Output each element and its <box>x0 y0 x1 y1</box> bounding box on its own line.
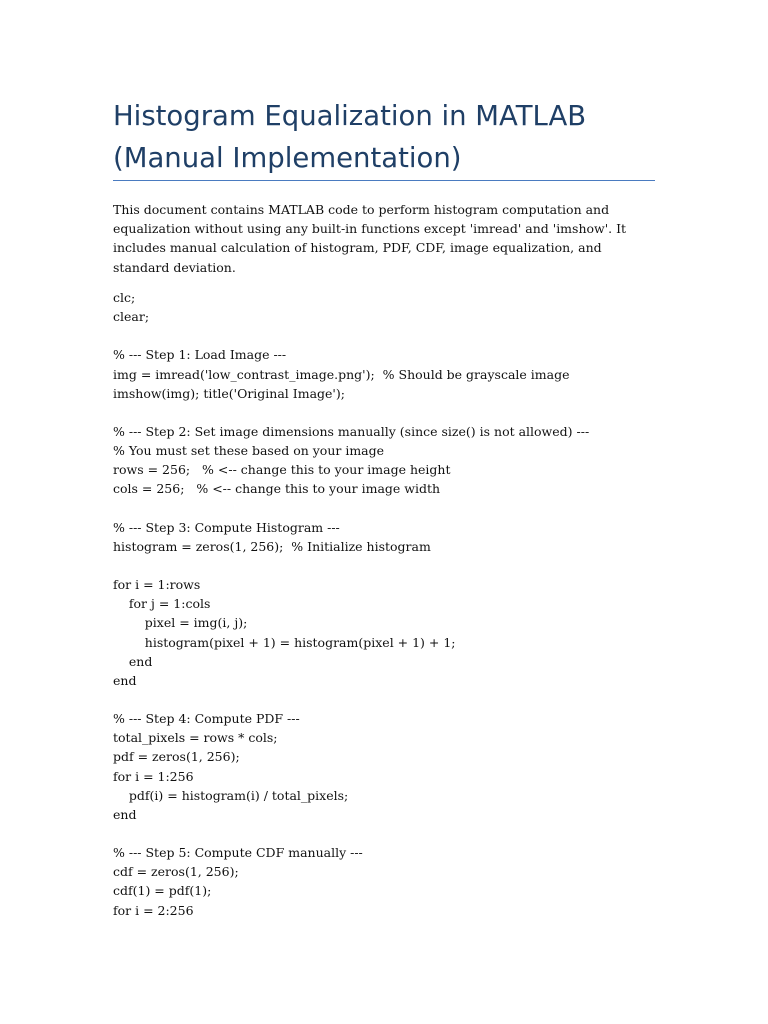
code-line: for i = 1:rows <box>113 577 201 593</box>
code-line: clc; <box>113 290 136 305</box>
code-line <box>113 326 673 345</box>
code-line: clear; <box>113 309 150 325</box>
code-line: end <box>113 653 153 669</box>
title-underline <box>113 180 655 181</box>
code-line <box>113 824 673 843</box>
code-line: % --- Step 4: Compute PDF --- <box>113 711 300 727</box>
code-line: cdf(1) = pdf(1); <box>113 883 212 899</box>
code-line <box>113 499 673 518</box>
code-line: pdf(i) = histogram(i) / total_pixels; <box>113 787 349 803</box>
intro-paragraph: This document contains MATLAB code to perform histogram computation and equalization without using any built-in functions except 'imread' and 'imshow'. It includes manual calculation of histogram, PDF, CDF, image equalization, and standard deviation. <box>113 202 627 275</box>
code-line <box>113 403 673 422</box>
code-line: % --- Step 3: Compute Histogram --- <box>113 519 340 535</box>
code-line: img = imread('low_contrast_image.png'); % Should be grayscale image <box>113 366 570 382</box>
code-line: cdf = zeros(1, 256); <box>113 864 239 880</box>
code-line <box>113 556 673 575</box>
code-line: pdf = zeros(1, 256); <box>113 749 240 765</box>
code-line: end <box>113 806 137 822</box>
code-line: total_pixels = rows * cols; <box>113 730 278 746</box>
code-line: end <box>113 672 137 688</box>
document-title: Histogram Equalization in MATLAB (Manual Implementation) <box>113 100 587 174</box>
code-line: % --- Step 1: Load Image --- <box>113 347 287 363</box>
code-line: for i = 1:256 <box>113 768 194 784</box>
code-line: pixel = img(i, j); <box>113 615 248 631</box>
code-line <box>113 690 673 709</box>
code-line: histogram = zeros(1, 256); % Initialize histogram <box>113 538 431 554</box>
code-line: % --- Step 5: Compute CDF manually --- <box>113 845 363 861</box>
code-line: % --- Step 2: Set image dimensions manually (since size() is not allowed) --- <box>113 423 590 439</box>
code-line: rows = 256; % <-- change this to your image height <box>113 462 451 478</box>
code-line: % You must set these based on your image <box>113 443 385 459</box>
code-line: imshow(img); title('Original Image'); <box>113 385 345 401</box>
code-line: cols = 256; % <-- change this to your image width <box>113 481 441 497</box>
code-line: histogram(pixel + 1) = histogram(pixel + 1) + 1; <box>113 634 456 650</box>
code-listing <box>113 288 673 920</box>
code-line: for i = 2:256 <box>113 902 194 918</box>
code-line: for j = 1:cols <box>113 596 211 612</box>
